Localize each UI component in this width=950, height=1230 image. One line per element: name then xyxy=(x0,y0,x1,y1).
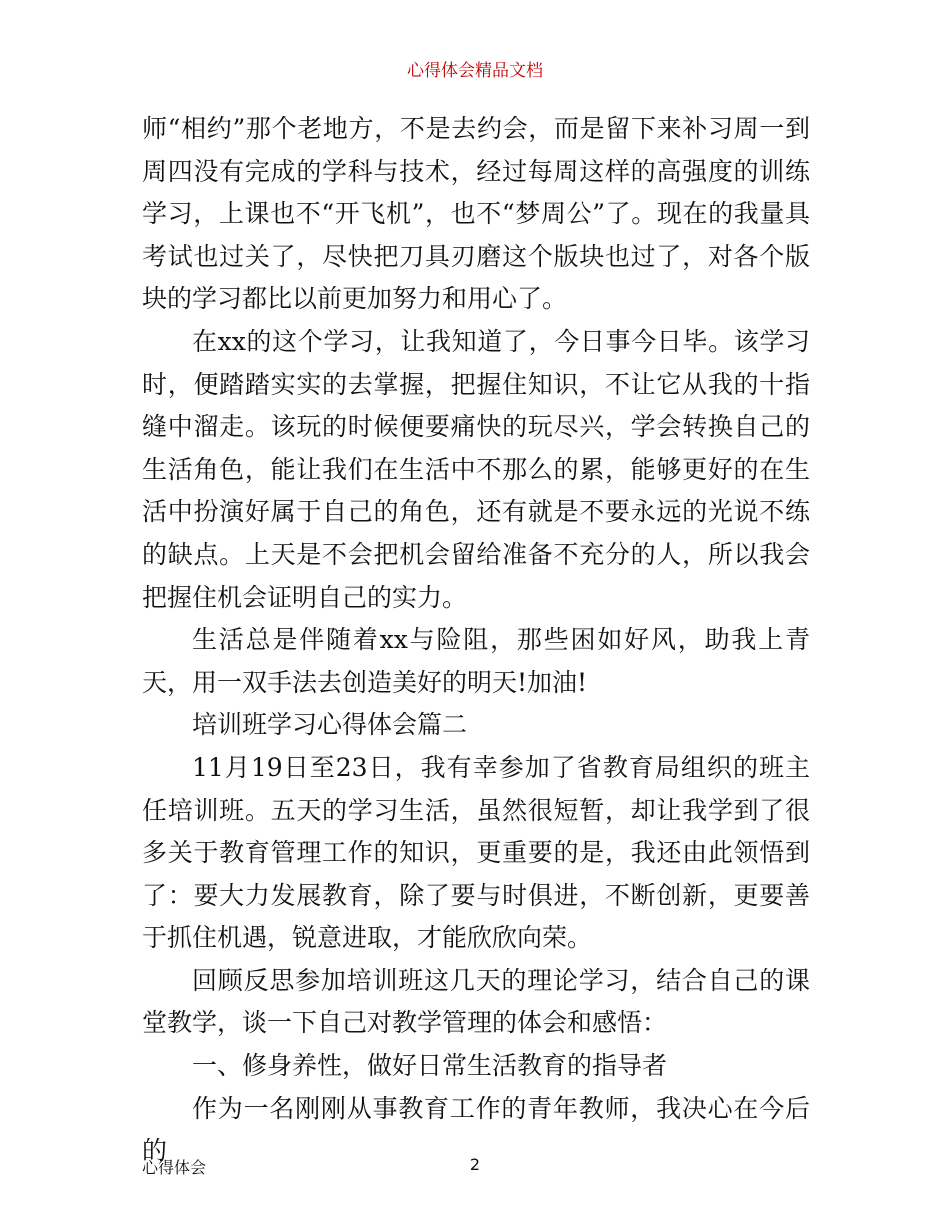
page-number: 2 xyxy=(469,1155,481,1174)
footer-label: 心得体会 xyxy=(142,1158,207,1177)
paragraph: 11月19日至23日，我有幸参加了省教育局组织的班主任培训班。五天的学习生活，虽然很短暂，却让我学到了很多关于教育管理工作的知识，更重要的是，我还由此领悟到了：要大力发展教育，除了要与时俱进，不断创新，更要善于抓住机遇，锐意进取，才能欣欣向荣。 xyxy=(142,752,810,953)
document-body xyxy=(142,108,810,1173)
subsection-heading: 一、修身养性，做好日常生活教育的指导者 xyxy=(192,1051,668,1081)
paragraph: 生活总是伴随着xx与险阻，那些困如好风，助我上青天，用一双手法去创造美好的明天!加油! xyxy=(142,625,810,697)
section-heading: 培训班学习心得体会篇二 xyxy=(192,710,468,740)
paragraph: 作为一名刚刚从事教育工作的青年教师，我决心在今后的 xyxy=(142,1093,810,1166)
paragraph-continuation: 师“相约”那个老地方，不是去约会，而是留下来补习周一到周四没有完成的学科与技术，经过每周这样的高强度的训练学习，上课也不“开飞机”，也不“梦周公”了。现在的我量具考试也过关了，尽快把刀具刃磨这个版块也过了，对各个版块的学习都比以前更加努力和用心了。 xyxy=(142,114,810,314)
paragraph: 回顾反思参加培训班这几天的理论学习，结合自己的课堂教学，谈一下自己对教学管理的体会和感悟： xyxy=(142,965,810,1038)
paragraph: 在xx的这个学习，让我知道了，今日事今日毕。该学习时，便踏踏实实的去掌握，把握住知识，不让它从我的十指缝中溜走。该玩的时候便要痛快的玩尽兴，学会转换自己的生活角色，能让我们在生活中不那么的累，能够更好的在生活中扮演好属于自己的角色，还有就是不要永远的光说不练的缺点。上天是不会把机会留给准备不充分的人，所以我会把握住机会证明自己的实力。 xyxy=(142,326,810,612)
page-header-title: 心得体会精品文档 xyxy=(407,61,543,81)
